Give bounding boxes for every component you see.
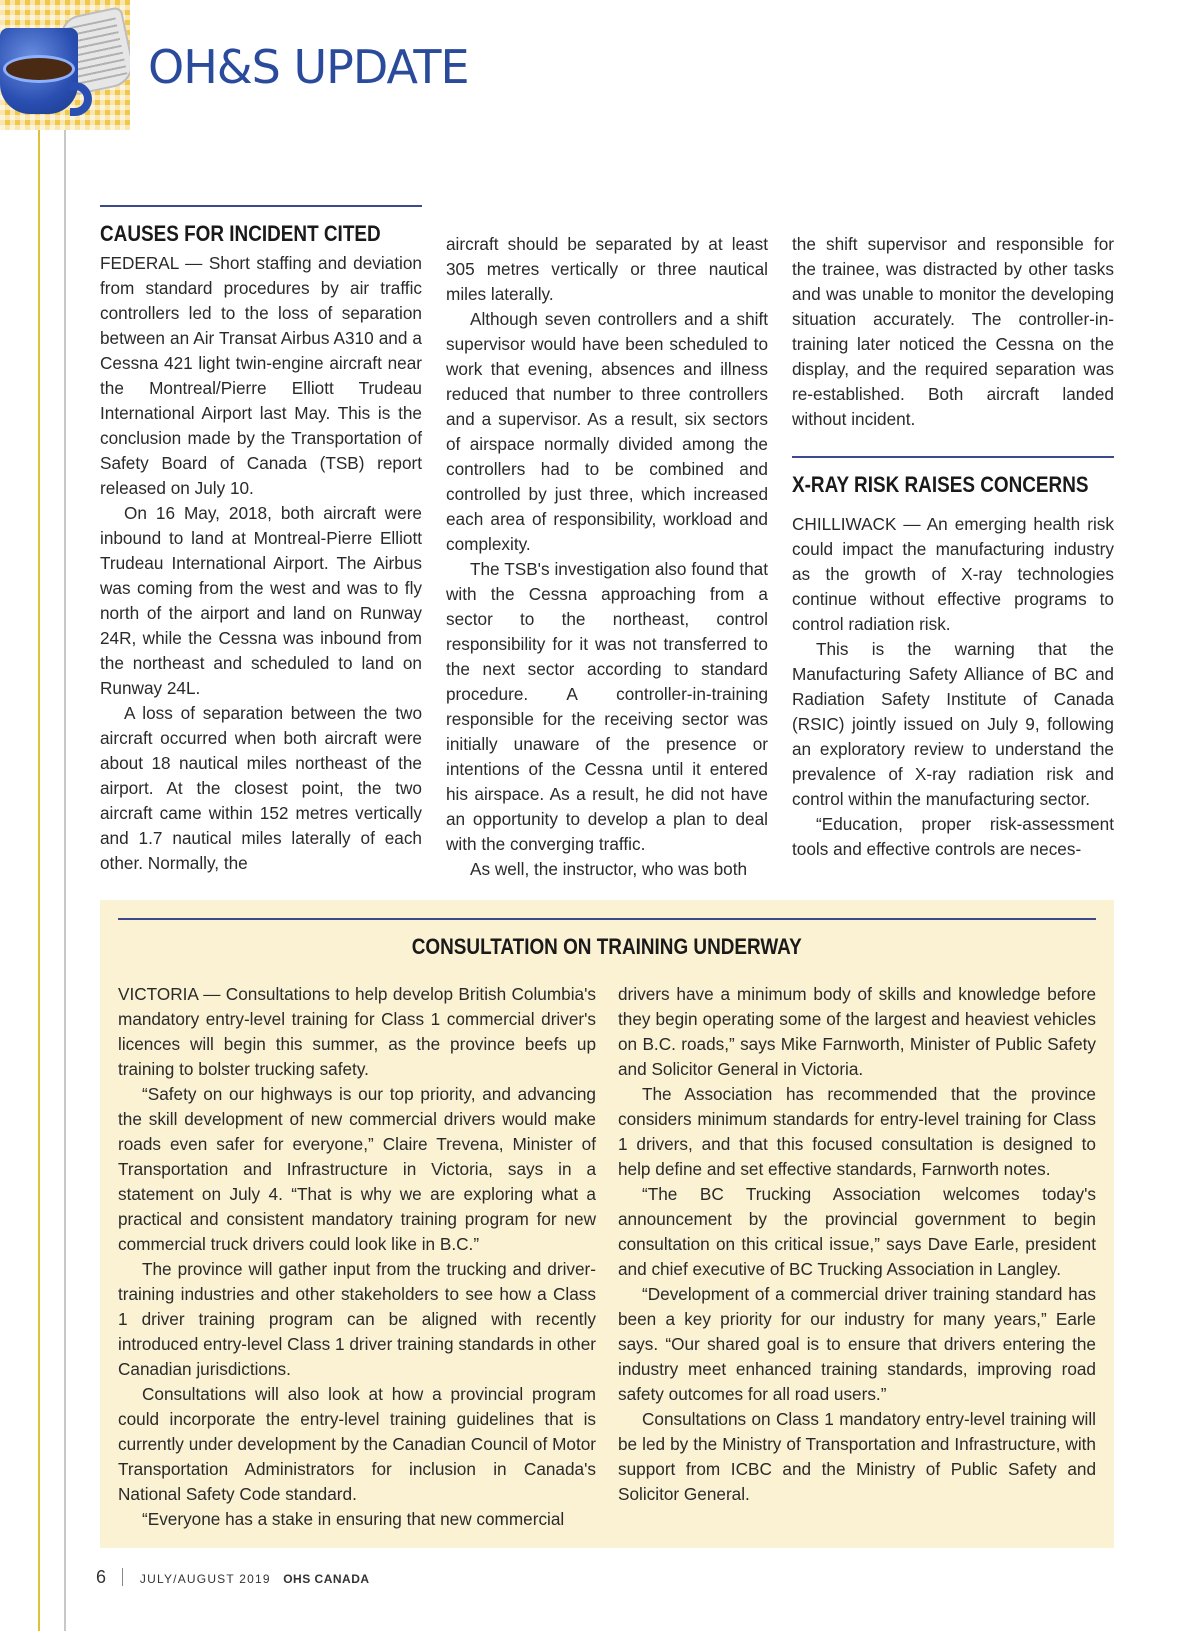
article-column-3 xyxy=(792,232,1114,862)
footer-divider xyxy=(122,1568,123,1586)
article-paragraph: “Everyone has a stake in ensuring that new commercial xyxy=(142,1509,565,1529)
sidebar-column-2 xyxy=(618,982,1096,1507)
article-paragraph: “Safety on our highways is our top priority, and advancing the skill development of new commercial drivers would make roads even safer for everyone,” Claire Trevena, Minister of Transportation and Infrastructure in Victoria, says in a statement on July 4. “That is why we are exploring what a practical and consistent mandatory training program for new commercial truck drivers could look like in B.C.” xyxy=(118,1084,596,1254)
article-paragraph: The Association has recommended that the province considers minimum standards for entry-level training for Class 1 drivers, and that this focused consultation is designed to help define and set effective standards, Farnworth notes. xyxy=(618,1084,1096,1179)
article-headline: X-RAY RISK RAISES CONCERNS xyxy=(792,472,1089,497)
coffee-cup-icon xyxy=(0,28,78,114)
header-illustration xyxy=(0,0,130,130)
article-paragraph: The province will gather input from the trucking and driver-training industries and other stakeholders to see how a Class 1 driver training program can be aligned with recently introduced entry-level Class 1 driver training standards in other Canadian jurisdictions. xyxy=(118,1259,596,1379)
article-paragraph: As well, the instructor, who was both xyxy=(470,859,748,879)
article-paragraph: the shift supervisor and responsible for the trainee, was distracted by other tasks and was unable to monitor the developing situation accurately. The controller-in-training later noticed the Cessna on the display, and the required separation was re-established. Both aircraft landed without incident. xyxy=(792,234,1114,429)
article-paragraph: drivers have a minimum body of skills and knowledge before they begin operating some of the largest and heaviest vehicles on B.C. roads,” says Mike Farnworth, Minister of Public Safety and Solicitor General in Victoria. xyxy=(618,984,1096,1079)
article-paragraph: Although seven controllers and a shift supervisor would have been scheduled to work that evening, absences and illness reduced that number to three controllers and a supervisor. As a result, six sectors of airspace normally divided among the controllers had to be combined and controlled by just three, which increased each area of responsibility, workload and complexity. xyxy=(446,309,768,554)
sidebar-column-1 xyxy=(118,982,596,1532)
article-paragraph: Consultations will also look at how a provincial program could incorporate the entry-level training guidelines that is currently under development by the Canadian Council of Motor Transportation Administrators for inclusion in Canada's National Safety Code standard. xyxy=(118,1384,596,1504)
magazine-name: OHS CANADA xyxy=(283,1572,370,1586)
page-number: 6 xyxy=(96,1567,107,1587)
section-rule xyxy=(100,205,422,207)
article-paragraph: A loss of separation between the two aircraft occurred when both aircraft were about 18 nautical miles northeast of the airport. At the closest point, the two aircraft came within 152 metres vertically and 1.7 nautical miles laterally of each other. Normally, the xyxy=(100,703,422,873)
article-paragraph: “The BC Trucking Association welcomes today's announcement by the provincial government to begin consultation on this critical issue,” says Dave Earle, president and chief executive of BC Trucking Association in Langley. xyxy=(618,1184,1096,1279)
article-paragraph: On 16 May, 2018, both aircraft were inbound to land at Montreal-Pierre Elliott Trudeau International Airport. The Airbus was coming from the west and was to fly north of the airport and land on Runway 24R, while the Cessna was inbound from the northeast and scheduled to land on Runway 24L. xyxy=(100,503,422,698)
page-title: OH&S UPDATE xyxy=(148,40,469,94)
margin-rule xyxy=(38,130,40,1631)
article-causes-column-2 xyxy=(446,232,768,882)
section-rule xyxy=(792,456,1114,458)
article-paragraph: CHILLIWACK — An emerging health risk could impact the manufacturing industry as the growth of X-ray technologies continue without effective programs to control radiation risk. xyxy=(792,514,1114,634)
article-paragraph: “Education, proper risk-assessment tools and effective controls are neces- xyxy=(792,814,1114,859)
article-paragraph: “Development of a commercial driver training standard has been a key priority for our industry for many years,” Earle says. “Our shared goal is to ensure that drivers entering the industry meet enhanced training standards, improving road safety outcomes for all road users.” xyxy=(618,1284,1096,1404)
section-rule xyxy=(118,918,1096,920)
article-paragraph: FEDERAL — Short staffing and deviation from standard procedures by air traffic controllers led to the loss of separation between an Air Transat Airbus A310 and a Cessna 421 light twin-engine aircraft near the Montreal/Pierre Elliott Trudeau International Airport last May. This is the conclusion made by the Transportation of Safety Board of Canada (TSB) report released on July 10. xyxy=(100,253,422,498)
article-causes-column-1 xyxy=(100,205,422,876)
article-paragraph: The TSB's investigation also found that with the Cessna approaching from a sector to the northeast, control responsibility for it was not transferred to the next sector according to standard procedure. A controller-in-training responsible for the receiving sector was initially unaware of the presence or intentions of the Cessna until it entered his airspace. As a result, he did not have an opportunity to develop a plan to deal with the converging traffic. xyxy=(446,559,768,854)
article-paragraph: VICTORIA — Consultations to help develop British Columbia's mandatory entry-level training for Class 1 commercial driver's licences will begin this summer, as the province beefs up training to bolster trucking safety. xyxy=(118,984,596,1079)
article-headline: CAUSES FOR INCIDENT CITED xyxy=(100,221,381,246)
article-paragraph: This is the warning that the Manufacturing Safety Alliance of BC and Radiation Safety Institute of Canada (RSIC) jointly issued on July 9, following an exploratory review to understand the prevalence of X-ray radiation risk and control within the manufacturing sector. xyxy=(792,639,1114,809)
article-paragraph: aircraft should be separated by at least 305 metres vertically or three nautical miles laterally. xyxy=(446,234,768,304)
page-footer xyxy=(96,1567,370,1588)
margin-rule xyxy=(64,130,66,1631)
consultation-sidebar-box xyxy=(100,900,1114,1548)
sidebar-headline: CONSULTATION ON TRAINING UNDERWAY xyxy=(412,934,802,959)
article-paragraph: Consultations on Class 1 mandatory entry-level training will be led by the Ministry of Transportation and Infrastructure, with support from ICBC and the Ministry of Public Safety and Solicitor General. xyxy=(618,1409,1096,1504)
issue-date: JULY/AUGUST 2019 xyxy=(139,1572,271,1586)
